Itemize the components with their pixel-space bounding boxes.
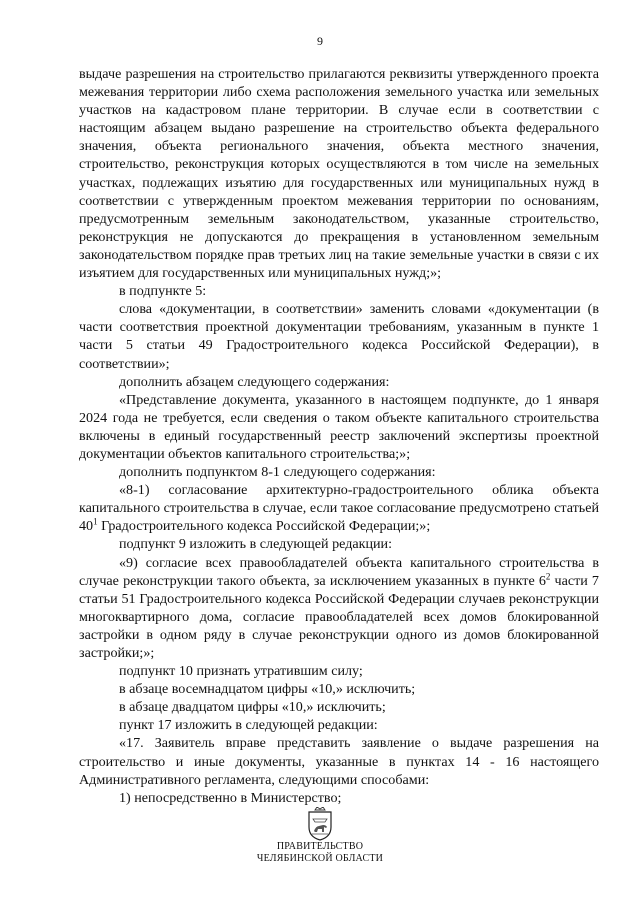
paragraph: в абзаце двадцатом цифры «10,» исключить; xyxy=(119,699,386,716)
paragraph: «17. Заявитель вправе представить заявление о выдаче разрешения на строительство и иные документы, указанные в пунктах 14 - 16 настоящего Административного регламента, следующими способами: xyxy=(79,735,599,788)
superscript: 1 xyxy=(93,516,98,527)
superscript: 2 xyxy=(545,570,551,581)
paragraph: в подпункте 5: xyxy=(119,283,207,300)
paragraph: «Представление документа, указанного в настоящем подпункте, до 1 января 2024 года не требуется, если сведения о таком объекте капитального строительства включены в единый государственный реестр заключений экспертизы проектной документации объектов капитального строительства;»; xyxy=(79,391,599,462)
paragraph xyxy=(79,554,599,663)
paragraph-text: «9) согласие всех правообладателей объекта капитального строительства в случае реконструкции такого объекта, за исключением указанных в пункте 6 xyxy=(79,554,599,589)
document-body xyxy=(79,65,599,807)
footer-region-line: ЧЕЛЯБИНСКОЙ ОБЛАСТИ xyxy=(256,853,384,864)
paragraph: дополнить подпунктом 8-1 следующего содержания: xyxy=(119,464,436,481)
footer-government-line: ПРАВИТЕЛЬСТВО xyxy=(276,841,364,852)
paragraph-text: «8-1) согласование архитектурно-градостроительного облика объекта капитального строительства в случае, если такое согласование предусмотрено статьей 40 xyxy=(79,482,599,535)
paragraph: дополнить абзацем следующего содержания: xyxy=(119,373,390,390)
paragraph: подпункт 10 признать утратившим силу; xyxy=(119,663,363,680)
paragraph-text: Градостроительного кодекса Российской Федерации;»; xyxy=(97,518,431,535)
paragraph: слова «документации, в соответствии» заменить словами «документации (в части соответствия проектной документации требованиям, указанным в пункте 1 части 5 статьи 49 Градостроительного кодекса Российской Федерации), в соответствии»; xyxy=(79,301,599,372)
page-number: 9 xyxy=(317,34,323,48)
document-footer xyxy=(0,807,640,865)
paragraph xyxy=(79,481,599,535)
paragraph: выдаче разрешения на строительство прилагаются реквизиты утвержденного проекта межевания территории либо схема расположения земельного участка или земельных участков на кадастровом плане территории. В случае если в соответствии с настоящим абзацем выдано разрешение на строительство объекта федерального значения, объекта регионального значения, объекта местного значения, строительство, реконструкция которых осуществляются в том числе на земельных участках, подлежащих изъятию для государственных или муниципальных нужд в соответствии с утвержденным проектом межевания территории по основаниям, предусмотренным земельным законодательством, указанные строительство, реконструкция не допускаются до прекращения в установленном земельным законодательством порядке прав третьих лиц на такие земельные участки в связи с их изъятием для государственных или муниципальных нужд;»; xyxy=(79,66,599,282)
paragraph: пункт 17 изложить в следующей редакции: xyxy=(119,717,378,734)
paragraph: подпункт 9 изложить в следующей редакции: xyxy=(119,536,393,553)
paragraph: 1) непосредственно в Министерство; xyxy=(119,789,342,806)
paragraph-text: части 7 статьи 51 Градостроительного кодекса Российской Федерации случаев реконструкции многоквартирного дома, согласие правообладателей всех домов блокированной застройки в одном ряду в случае реконструкции одного из домов блокированной застройки;»; xyxy=(79,572,599,661)
paragraph: в абзаце восемнадцатом цифры «10,» исключить; xyxy=(119,681,416,698)
chelyabinsk-coat-of-arms-icon xyxy=(306,807,334,841)
